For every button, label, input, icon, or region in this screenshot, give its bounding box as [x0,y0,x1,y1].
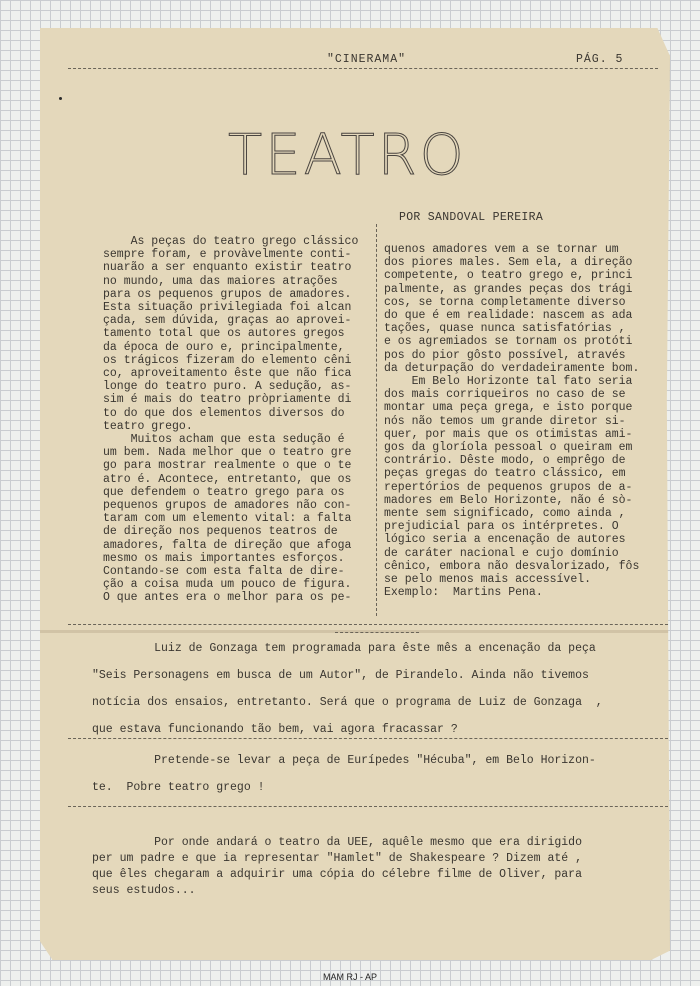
binder-hole [59,97,62,100]
page-number: PÁG. 5 [576,53,624,66]
archive-label: MAM RJ - AP [322,972,377,982]
section-divider [68,624,668,625]
article-column-right: quenos amadores vem a se tornar um dos piores males. Sem ela, a direção competente, o teatro grego e, princi palmente, as grandes peças dos trági cos, se torna completamente diverso do que é em realidade: nascem as ada tações, quase nunca satisfatórias , e os agremiados se tornam os protóti pos do pior gôsto possível, através da deturpação do verdadeiramente bom. Em Belo Horizonte tal fato seria dos mais corriqueiros no caso de se montar uma peça grega, e isto porque nós não temos um grande diretor si- quer, por mais que os otimistas ami- gos da gloríola pessoal o queiram em contrário. Dêste modo, o emprêgo de peças gregas do teatro clássico, em repertórios de pequenos grupos de a- madores em Belo Horizonte, não é sò- mente sem significado, como ainda , prejudicial para os intérpretes. O lógico seria a encenação de autores de caráter nacional e cujo domínio cênico, embora não desvalorizado, fôs se pelo menos mais accessível. Exemplo: Martins Pena. [384,243,640,600]
column-divider [376,224,377,616]
short-divider [335,632,419,633]
header-rule [68,68,658,69]
article-title: TEATRO [228,123,467,188]
article-column-left: As peças do teatro grego clássico sempre foram, e provàvelmente conti- nuarão a ser enquanto existir teatro no mundo, uma das maiores atrações para os pequenos grupos de amadores. Esta situação privilegiada foi alcan çada, sem dúvida, graças ao aprovei- tamento total que os autores gregos da época de ouro e, principalmente, os trágicos fizeram do elemento cêni co, aproveitamento êste que não fica longe do teatro puro. A sedução, as- sim é mais do teatro pròpriamente di to do que dos elementos diversos do teatro grego. Muitos acham que esta sedução é um bem. Nada melhor que o teatro gre go para mostrar realmente o que o te atro é. Acontece, entretanto, que os que defendem o teatro grego para os pequenos grupos de amadores não con- taram com um elemento vital: a falta de direção nos pequenos teatros de amadores, falta de direção que afoga mesmo os mais importantes esforços. Contando-se com esta falta de dire- ção a coisa muda um pouco de figura. O que antes era o melhor para os pe- [103,235,359,605]
note-uee: Por onde andará o teatro da UEE, aquêle mesmo que era dirigido per um padre e que ia representar "Hamlet" de Shakespeare ? Dizem até , que êles chegaram a adquirir uma cópia do célebre filme de Oliver, para seus estudos... [92,836,582,897]
article-byline: POR SANDOVAL PEREIRA [399,211,544,224]
note-hecuba: Pretende-se levar a peça de Eurípedes "Hécuba", em Belo Horizon- te. Pobre teatro grego ! [92,754,596,794]
section-divider [68,806,668,807]
publication-name: "CINERAMA" [327,53,407,66]
section-divider [68,738,668,739]
note-gonzaga: Luiz de Gonzaga tem programada para êste mês a encenação da peça "Seis Personagens em busca de um Autor", de Pirandelo. Ainda não tivemos notícia dos ensaios, entretanto. Será que o programa de Luiz de Gonzaga , que estava funcionando tão bem, vai agora fracassar ? [92,642,603,736]
